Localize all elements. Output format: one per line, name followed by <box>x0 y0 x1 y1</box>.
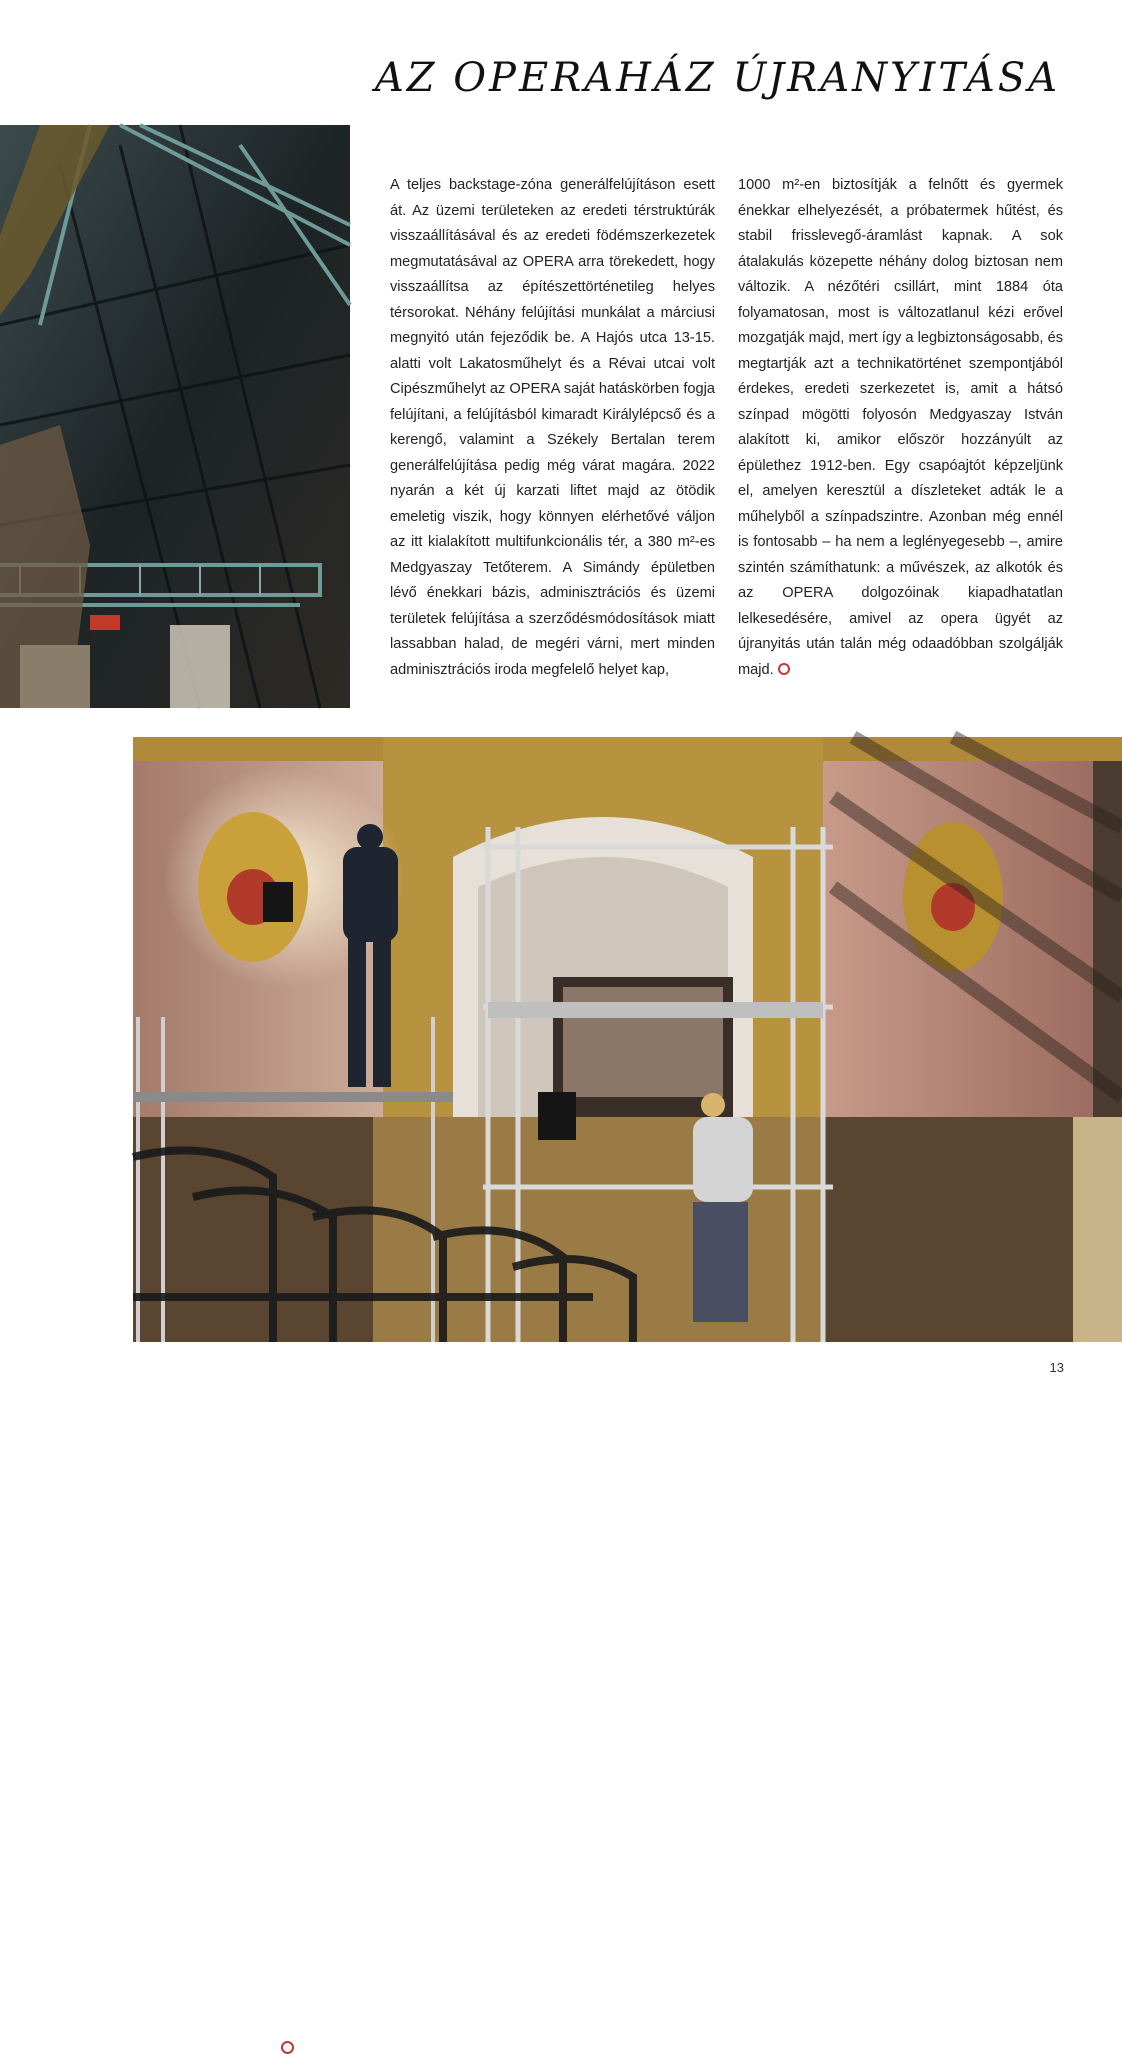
photo-credit-text: Fotó: Berecz Valter <box>299 2040 408 2054</box>
article-column-1: A teljes backstage-zóna generálfelújításon esett át. Az üzemi területeken az eredeti térstruktúrák visszaállításával és az eredeti födémszerkezetek megmutatásával az OPERA arra törekedett, hogy visszaállítsa az építészettörténetileg helyes térsorokat. Néhány felújítási munkálat a márciusi megnyitó után fejeződik be. A Hajós utca 13-15. alatti volt Lakatosműhelyt és a Révai utcai volt Cipészműhelyt az OPERA saját hatáskörben fogja felújítani, a felújításból kimaradt Királylépcső és a kerengő, valamint a Székely Bertalan terem generálfelújítása pedig még várat magára. 2022 nyarán a két új karzati liftet majd az ötödik emeletig viszik, hogy könnyen elérhetővé váljon az itt kialakított multifunkcionális tér, a 380 m²-es Medgyaszay Tetőterem. A Simándy épületben lévő énekkari bázis, adminisztrációs és üzemi területek felújítása a szerződésmódosítások miatt lassabban halad, de megéri várni, mert minden adminisztrációs iroda megfelelő helyet kap, <box>390 177 715 678</box>
photo-credit <box>281 2040 408 2054</box>
page-number: 13 <box>1049 1360 1064 1375</box>
article-column-2 <box>738 173 1063 683</box>
end-mark-icon <box>778 663 790 675</box>
ring-icon <box>281 2041 294 2054</box>
article-column-2-text: 1000 m²-en biztosítják a felnőtt és gyermek énekkar elhelyezését, a próbatermek hűtést, és stabil frisslevegő-áramlást kapnak. A sok átalakulás közepette néhány dolog biztosan nem változik. A nézőtéri csillárt, mint 1884 óta folyamatosan, most is változatlanul kézi erővel mozgatják majd, mert így a legbiztonságosabb, és megtartják azt a technikatörténet szempontjából érdekes, eredeti szerkezetet is, amit a hátsó színpad mögötti folyosón Medgyaszay István alakított ki, amikor először hozzányúlt az épülethez 1912-ben. Egy csapóajtót képzeljünk el, amelyen keresztül a díszleteket adták le a műhelyből a színpadszintre. Azonban még ennél is fontosabb – ha nem a leglényegesebb –, amire szintén számíthatunk: a művészek, az alkotók és az OPERA dolgozóinak kiapadhatatlan lelkesedésére, amivel az opera ügyét az újranyitás után talán még odaadóbban szolgálják majd. <box>738 177 1063 678</box>
page-title: AZ OPERAHÁZ ÚJRANYITÁSA <box>374 55 1060 101</box>
backstage-photo <box>0 125 350 708</box>
backstage-photo-illustration <box>0 125 350 708</box>
restoration-photo-illustration <box>133 737 1122 1342</box>
